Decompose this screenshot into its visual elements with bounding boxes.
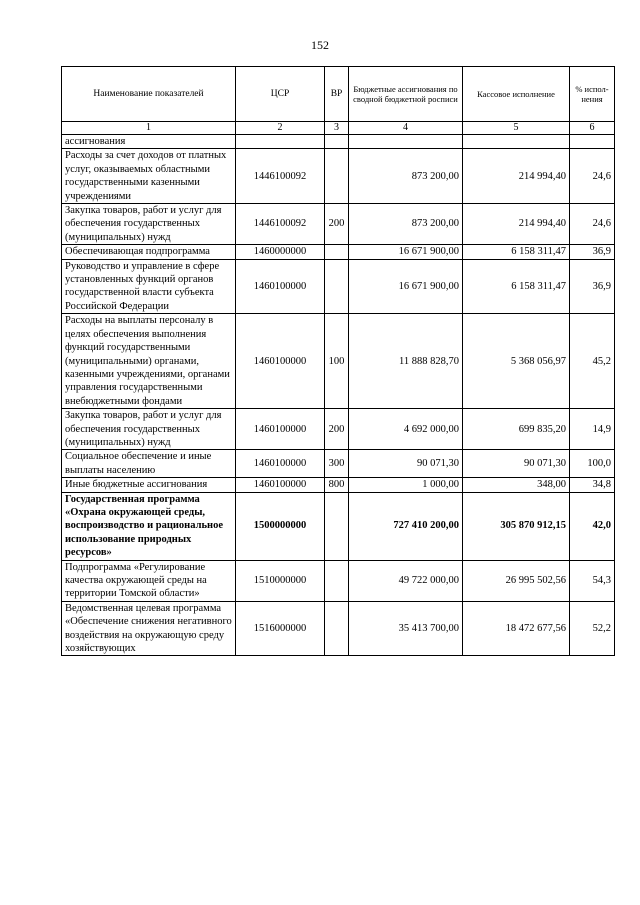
header-csr: ЦСР [236, 67, 325, 122]
row-vr [325, 492, 349, 560]
row-vr: 200 [325, 409, 349, 450]
row-name: Иные бюджетные ассигнования [62, 478, 236, 492]
page-number: 152 [311, 38, 329, 52]
header-cash: Кассовое исполнение [463, 67, 570, 122]
row-cash: 699 835,20 [463, 409, 570, 450]
row-cash: 90 071,30 [463, 450, 570, 478]
column-number: 4 [349, 122, 463, 135]
table-row [62, 560, 615, 601]
row-vr [325, 149, 349, 204]
table-row [62, 314, 615, 409]
continuation-row [62, 135, 615, 149]
row-pct: 100,0 [570, 450, 615, 478]
row-name: Подпрограмма «Регулирование качества окружающей среды на территории Томской области» [62, 560, 236, 601]
row-pct: 34,8 [570, 478, 615, 492]
row-vr: 100 [325, 314, 349, 409]
row-cash: 214 994,40 [463, 149, 570, 204]
row-name: Закупка товаров, работ и услуг для обеспечения государственных (муниципальных) нужд [62, 204, 236, 245]
table-header-row [62, 67, 615, 122]
row-csr: 1446100092 [236, 204, 325, 245]
column-number: 3 [325, 122, 349, 135]
row-budget: 35 413 700,00 [349, 601, 463, 656]
row-budget: 11 888 828,70 [349, 314, 463, 409]
row-cash: 6 158 311,47 [463, 245, 570, 259]
row-budget: 16 671 900,00 [349, 259, 463, 314]
row-name: Закупка товаров, работ и услуг для обеспечения государственных (муниципальных) нужд [62, 409, 236, 450]
row-budget: 4 692 000,00 [349, 409, 463, 450]
row-csr: 1446100092 [236, 149, 325, 204]
row-csr: 1460000000 [236, 245, 325, 259]
table-row [62, 450, 615, 478]
row-pct: 24,6 [570, 204, 615, 245]
row-pct: 54,3 [570, 560, 615, 601]
row-budget: 1 000,00 [349, 478, 463, 492]
row-name: Ведомственная целевая программа «Обеспечение снижения негативного воздействия на окружающую среду хозяйствующих [62, 601, 236, 656]
row-cash: 26 995 502,56 [463, 560, 570, 601]
row-name: Социальное обеспечение и иные выплаты населению [62, 450, 236, 478]
header-name: Наименование показателей [62, 67, 236, 122]
row-csr: 1500000000 [236, 492, 325, 560]
row-pct: 36,9 [570, 259, 615, 314]
table-row [62, 492, 615, 560]
row-name: Обеспечивающая подпрограмма [62, 245, 236, 259]
row-csr: 1460100000 [236, 314, 325, 409]
row-pct: 14,9 [570, 409, 615, 450]
row-name: Руководство и управление в сфере установленных функций органов государственной власти субъекта Российской Федерации [62, 259, 236, 314]
header-budget: Бюджетные ассигнования по сводной бюджетной росписи [349, 67, 463, 122]
row-cash: 6 158 311,47 [463, 259, 570, 314]
row-cash: 18 472 677,56 [463, 601, 570, 656]
row-budget: 873 200,00 [349, 204, 463, 245]
row-csr: 1460100000 [236, 478, 325, 492]
table-row [62, 149, 615, 204]
row-vr: 200 [325, 204, 349, 245]
row-cash: 305 870 912,15 [463, 492, 570, 560]
continuation-text: ассигнования [62, 135, 236, 149]
row-budget: 16 671 900,00 [349, 245, 463, 259]
row-cash: 5 368 056,97 [463, 314, 570, 409]
row-pct: 24,6 [570, 149, 615, 204]
row-pct: 52,2 [570, 601, 615, 656]
row-budget: 90 071,30 [349, 450, 463, 478]
row-csr: 1460100000 [236, 409, 325, 450]
column-number: 6 [570, 122, 615, 135]
table-row [62, 259, 615, 314]
row-vr [325, 601, 349, 656]
budget-execution-table [61, 66, 615, 656]
row-budget: 873 200,00 [349, 149, 463, 204]
row-vr: 300 [325, 450, 349, 478]
header-pct: % испол-нения [570, 67, 615, 122]
row-pct: 42,0 [570, 492, 615, 560]
row-csr: 1516000000 [236, 601, 325, 656]
table-row [62, 245, 615, 259]
row-budget: 49 722 000,00 [349, 560, 463, 601]
row-vr: 800 [325, 478, 349, 492]
row-name: Расходы на выплаты персоналу в целях обеспечения выполнения функций государственными (муниципальными) органами, казенными учреждениями, органами управления государственными внебюджетными фондами [62, 314, 236, 409]
row-csr: 1460100000 [236, 259, 325, 314]
table-row [62, 409, 615, 450]
column-number: 2 [236, 122, 325, 135]
row-csr: 1510000000 [236, 560, 325, 601]
row-cash: 348,00 [463, 478, 570, 492]
column-number: 1 [62, 122, 236, 135]
column-number: 5 [463, 122, 570, 135]
row-pct: 36,9 [570, 245, 615, 259]
table-row [62, 601, 615, 656]
row-vr [325, 245, 349, 259]
row-name: Государственная программа «Охрана окружающей среды, воспроизводство и рациональное использование природных ресурсов» [62, 492, 236, 560]
table-row [62, 478, 615, 492]
row-pct: 45,2 [570, 314, 615, 409]
row-vr [325, 560, 349, 601]
column-number-row [62, 122, 615, 135]
row-budget: 727 410 200,00 [349, 492, 463, 560]
row-csr: 1460100000 [236, 450, 325, 478]
row-name: Расходы за счет доходов от платных услуг, оказываемых областными государственными казенными учреждениями [62, 149, 236, 204]
header-vr: ВР [325, 67, 349, 122]
row-vr [325, 259, 349, 314]
table-row [62, 204, 615, 245]
row-cash: 214 994,40 [463, 204, 570, 245]
